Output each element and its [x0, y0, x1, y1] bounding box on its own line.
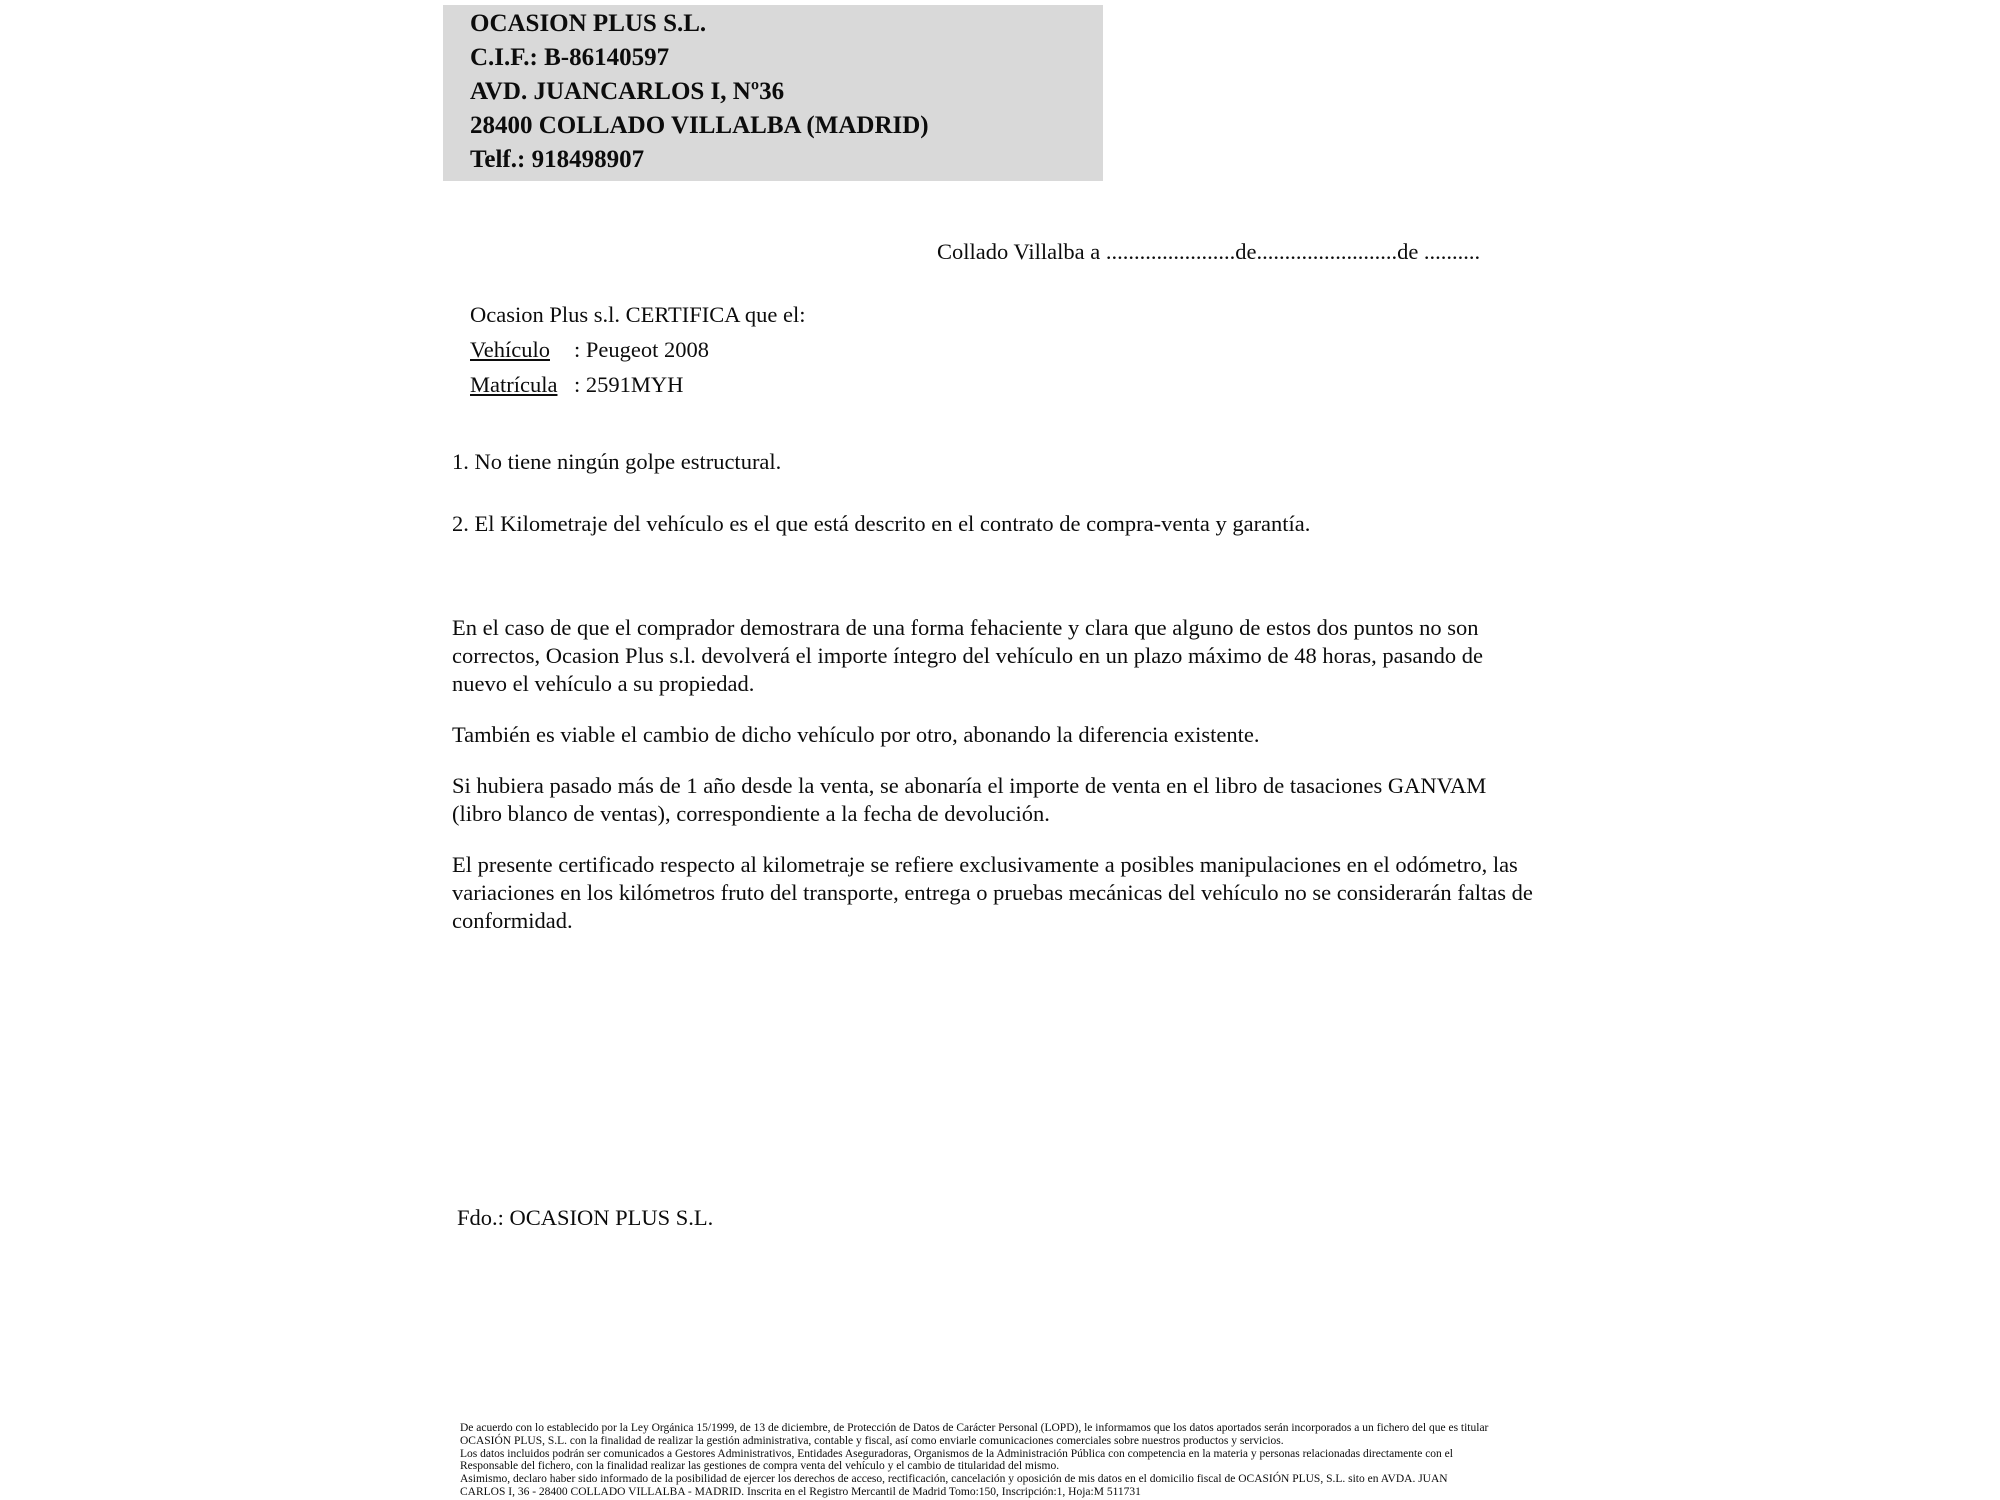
paragraph-exchange-option: También es viable el cambio de dicho vehículo por otro, abonando la diferencia existente. — [452, 722, 1260, 747]
plate-field-label: Matrícula — [470, 372, 558, 397]
company-phone: Telf.: 918498907 — [470, 146, 645, 173]
vehicle-field-value: : Peugeot 2008 — [574, 337, 709, 362]
paragraph-refund-terms: En el caso de que el comprador demostrara de una forma fehaciente y clara que alguno de estos dos puntos no son correctos, Ocasion Plus s.l. devolverá el importe íntegro del vehículo en un plazo máximo de 48 horas, pasando de nuevo el vehículo a su propiedad. — [452, 615, 1483, 696]
place-date-line: Collado Villalba a .......................de.........................de .......... — [937, 239, 1481, 264]
company-city: 28400 COLLADO VILLALBA (MADRID) — [470, 112, 929, 139]
company-cif: C.I.F.: B-86140597 — [470, 44, 670, 71]
legal-footer-line: De acuerdo con lo establecido por la Ley Orgánica 15/1999, de 13 de diciembre, de Protección de Datos de Carácter Personal (LOPD), le informamos que los datos aportados serán incorporados a un fichero del que es titular — [460, 1422, 1489, 1434]
certification-intro: Ocasion Plus s.l. CERTIFICA que el: — [470, 302, 806, 327]
legal-footer-line: Asimismo, declaro haber sido informado de la posibilidad de ejercer los derechos de acceso, rectificación, cancelación y oposición de mis datos en el domicilio fiscal de OCASIÓN PLUS, S.L. sito en AVDA. JUAN — [460, 1473, 1448, 1486]
vehicle-field-row — [470, 332, 806, 367]
legal-footer — [460, 1422, 1570, 1499]
legal-footer-line: Responsable del fichero, con la finalidad realizar las gestiones de compra venta del vehículo y el cambio de titularidad del mismo. — [460, 1460, 1060, 1473]
signature-line: Fdo.: OCASION PLUS S.L. — [457, 1205, 714, 1230]
plate-field-value: : 2591MYH — [574, 372, 684, 397]
terms-paragraphs — [452, 614, 1534, 958]
company-name: OCASION PLUS S.L. — [470, 10, 707, 37]
certification-block — [470, 297, 806, 402]
legal-footer-line: CARLOS I, 36 - 28400 COLLADO VILLALBA - MADRID. Inscrita en el Registro Mercantil de Madrid Tomo:150, Inscripción:1, Hoja:M 511731 — [460, 1485, 1141, 1498]
legal-footer-line: OCASIÓN PLUS, S.L. con la finalidad de realizar la gestión administrativa, contable y fiscal, así como enviarle comunicaciones comerciales sobre nuestros productos y servicios. — [460, 1434, 1284, 1447]
legal-footer-line: Los datos incluidos podrán ser comunicados a Gestores Administrativos, Entidades Aseguradoras, Organismos de la Administración Pública con competencia en la materia y personas relacionadas directamente con el — [460, 1447, 1453, 1460]
vehicle-field-label: Vehículo — [470, 337, 550, 362]
paragraph-odometer-disclaimer: El presente certificado respecto al kilometraje se refiere exclusivamente a posibles manipulaciones en el odómetro, las variaciones en los kilómetros fruto del transporte, entrega o pruebas mecánicas del vehículo no se considerarán faltas de conformidad. — [452, 852, 1533, 933]
certified-point-2: 2. El Kilometraje del vehículo es el que está descrito en el contrato de compra-venta y garantía. — [452, 511, 1311, 536]
paragraph-ganvam-valuation: Si hubiera pasado más de 1 año desde la venta, se abonaría el importe de venta en el libro de tasaciones GANVAM (libro blanco de ventas), correspondiente a la fecha de devolución. — [452, 773, 1487, 826]
plate-field-row — [470, 367, 806, 402]
certified-point-1: 1. No tiene ningún golpe estructural. — [452, 449, 782, 474]
company-header-box — [443, 5, 1103, 181]
company-address: AVD. JUANCARLOS I, Nº36 — [470, 78, 785, 105]
